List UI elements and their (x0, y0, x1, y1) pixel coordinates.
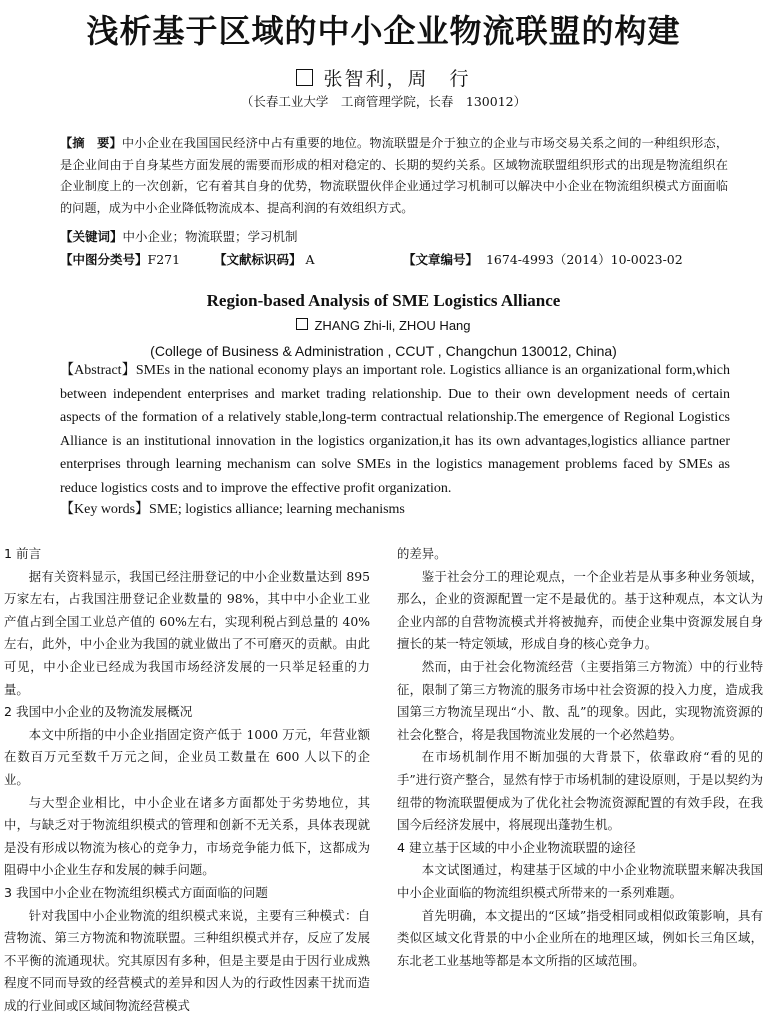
english-affiliation: (College of Business & Administration , CCUT , Changchun 130012, China) (150, 343, 617, 359)
keywords-en-text: SME; logistics alliance; learning mechanisms (149, 502, 405, 517)
body-right-column (397, 543, 763, 972)
paragraph-continued: 的差异。 (397, 546, 447, 561)
paragraph: 与大型企业相比，中小企业在诸多方面都处于劣势地位，其中，与缺乏对于物流组织模式的管理和创新不无关系，具体表现就是没有形成以物流为核心的竞争力，市场竞争能力低下，这都成为阻碍中小企业生存和发展的棘手问题。 (4, 794, 370, 878)
abstract-cn (60, 133, 728, 219)
authors: 张智利，周 行 (323, 68, 471, 90)
article-number (403, 250, 683, 268)
abstract-en (60, 359, 730, 501)
paragraph: 本文中所指的中小企业指固定资产低于 1000 万元，年营业额在数百万元至数千万元之间，企业员工数量在 600 人以下的企业。 (4, 726, 370, 787)
affiliation: （长春工业大学 工商管理学院，长春 130012） (240, 94, 527, 109)
section-heading-4: 4 建立基于区域的中小企业物流联盟的途径 (397, 839, 636, 855)
doc-value: A (305, 252, 315, 267)
english-title: Region-based Analysis of SME Logistics Alliance (206, 291, 561, 310)
keywords-en (60, 498, 405, 518)
clc-label: 【中图分类号】 (60, 252, 148, 267)
section-heading-2: 2 我国中小企业的及物流发展概况 (4, 704, 193, 720)
paragraph: 本文试图通过，构建基于区域的中小企业物流联盟来解决我国中小企业面临的物流组织模式所带来的一系列难题。 (397, 862, 763, 900)
abstract-cn-text: 中小企业在我国国民经济中占有重要的地位。物流联盟是介于独立的企业与市场交易关系之间的一种组织形态，是企业间由于自身某些方面发展的需要而形成的相对稳定的、长期的契约关系。区域物流联盟组织形式的出现是物流组织在企业制度上的一次创新，它有着其自身的优势，物流联盟伙伴企业通过学习机制可以解决中小企业在物流组织模式方面面临的问题，成为中小企业降低物流成本、提高利润的有效组织方式。 (60, 136, 729, 215)
keywords-en-label: 【Key words】 (60, 502, 150, 517)
doc-code (214, 250, 315, 268)
article-value: 1674-4993（2014）10-0023-02 (485, 252, 683, 267)
body-left-column (4, 543, 370, 1017)
clc-value: F271 (147, 252, 181, 267)
abstract-en-label: 【Abstract】 (60, 363, 136, 378)
square-box-icon (296, 318, 308, 330)
section-heading-3: 3 我国中小企业在物流组织模式方面面临的问题 (4, 884, 268, 900)
paragraph: 针对我国中小企业物流的组织模式来说，主要有三种模式：自营物流、第三方物流和物流联盟。三种组织模式并存，反应了发展不平衡的流通现状。究其原因有多种，但是主要是由于因行业成熟程度不同而导致的经营模式的差异和因人为的行政性因素干扰而造成的行业间或区域间物流经营模式 (4, 907, 370, 1013)
abstract-en-text: SMEs in the national economy plays an important role. Logistics alliance is an organizational form,which between independent enterprises and market trading relationship. Due to their own development needs of certain aspects of the formation of a relatively stable,long-term contractual relationship.The emergence of Regional Logistics Alliance is an institutional innovation in the logistics organization,it has its own advantages,logistics alliance partner enterprises through learning mechanism can solve SMEs in the logistics management problems faced by SMEs as reduce logistics costs and to improve the effective profit organization. (60, 363, 731, 496)
page-title: 浅析基于区域的中小企业物流联盟的构建 (86, 12, 681, 50)
english-author-line (0, 318, 767, 333)
section-heading-1: 1 前言 (4, 546, 42, 561)
keywords-cn-text: 中小企业；物流联盟；学习机制 (122, 229, 298, 244)
clc-number (60, 250, 180, 268)
paragraph: 据有关资料显示，我国已经注册登记的中小企业数量达到 895 万家左右，占我国注册登记企业数量的 98%，其中中小企业工业产值占到全国工业总产值的 60%左右，实现利税占到总量的 40%左右，此外，中小企业为我国的就业做出了不可磨灭的贡献。由此可见，中小企业已经成为我国市场经济发展的一只举足轻重的力量。 (4, 568, 370, 697)
keywords-cn (60, 227, 298, 245)
paragraph: 在市场机制作用不断加强的大背景下，依靠政府“看的见的手”进行资产整合，显然有悖于市场机制的建设原则，于是以契约为纽带的物流联盟便成为了优化社会物流资源配置的有效手段，在我国今后经济发展中，将展现出蓬勃生机。 (397, 749, 763, 833)
paragraph: 然而，由于社会化物流经营（主要指第三方物流）中的行业特征，限制了第三方物流的服务市场中社会资源的投入力度，造成我国第三方物流呈现出“小、散、乱”的现象。因此，实现物流资源的社会化整合，将是我国物流业发展的一个必然趋势。 (397, 658, 763, 742)
english-authors: ZHANG Zhi-li, ZHOU Hang (314, 318, 471, 333)
abstract-cn-label: 【摘 要】 (60, 136, 122, 150)
paragraph: 鉴于社会分工的理论观点，一个企业若是从事多种业务领域，那么，企业的资源配置一定不是最优的。基于这种观点，本文认为企业内部的自营物流模式并将被抛弃，而使企业集中资源发展自身擅长的某一特定领域，形成自身的核心竞争力。 (397, 568, 763, 652)
paragraph: 首先明确，本文提出的“区域”指受相同或相似政策影响，具有类似区域文化背景的中小企业所在的地理区域，例如长三角区域，东北老工业基地等都是本文所指的区域范围。 (397, 907, 763, 968)
doc-label: 【文献标识码】 (214, 252, 302, 267)
article-label: 【文章编号】 (403, 252, 479, 267)
keywords-cn-label: 【关键词】 (60, 229, 123, 244)
author-line (0, 64, 767, 91)
square-box-icon (296, 69, 313, 86)
